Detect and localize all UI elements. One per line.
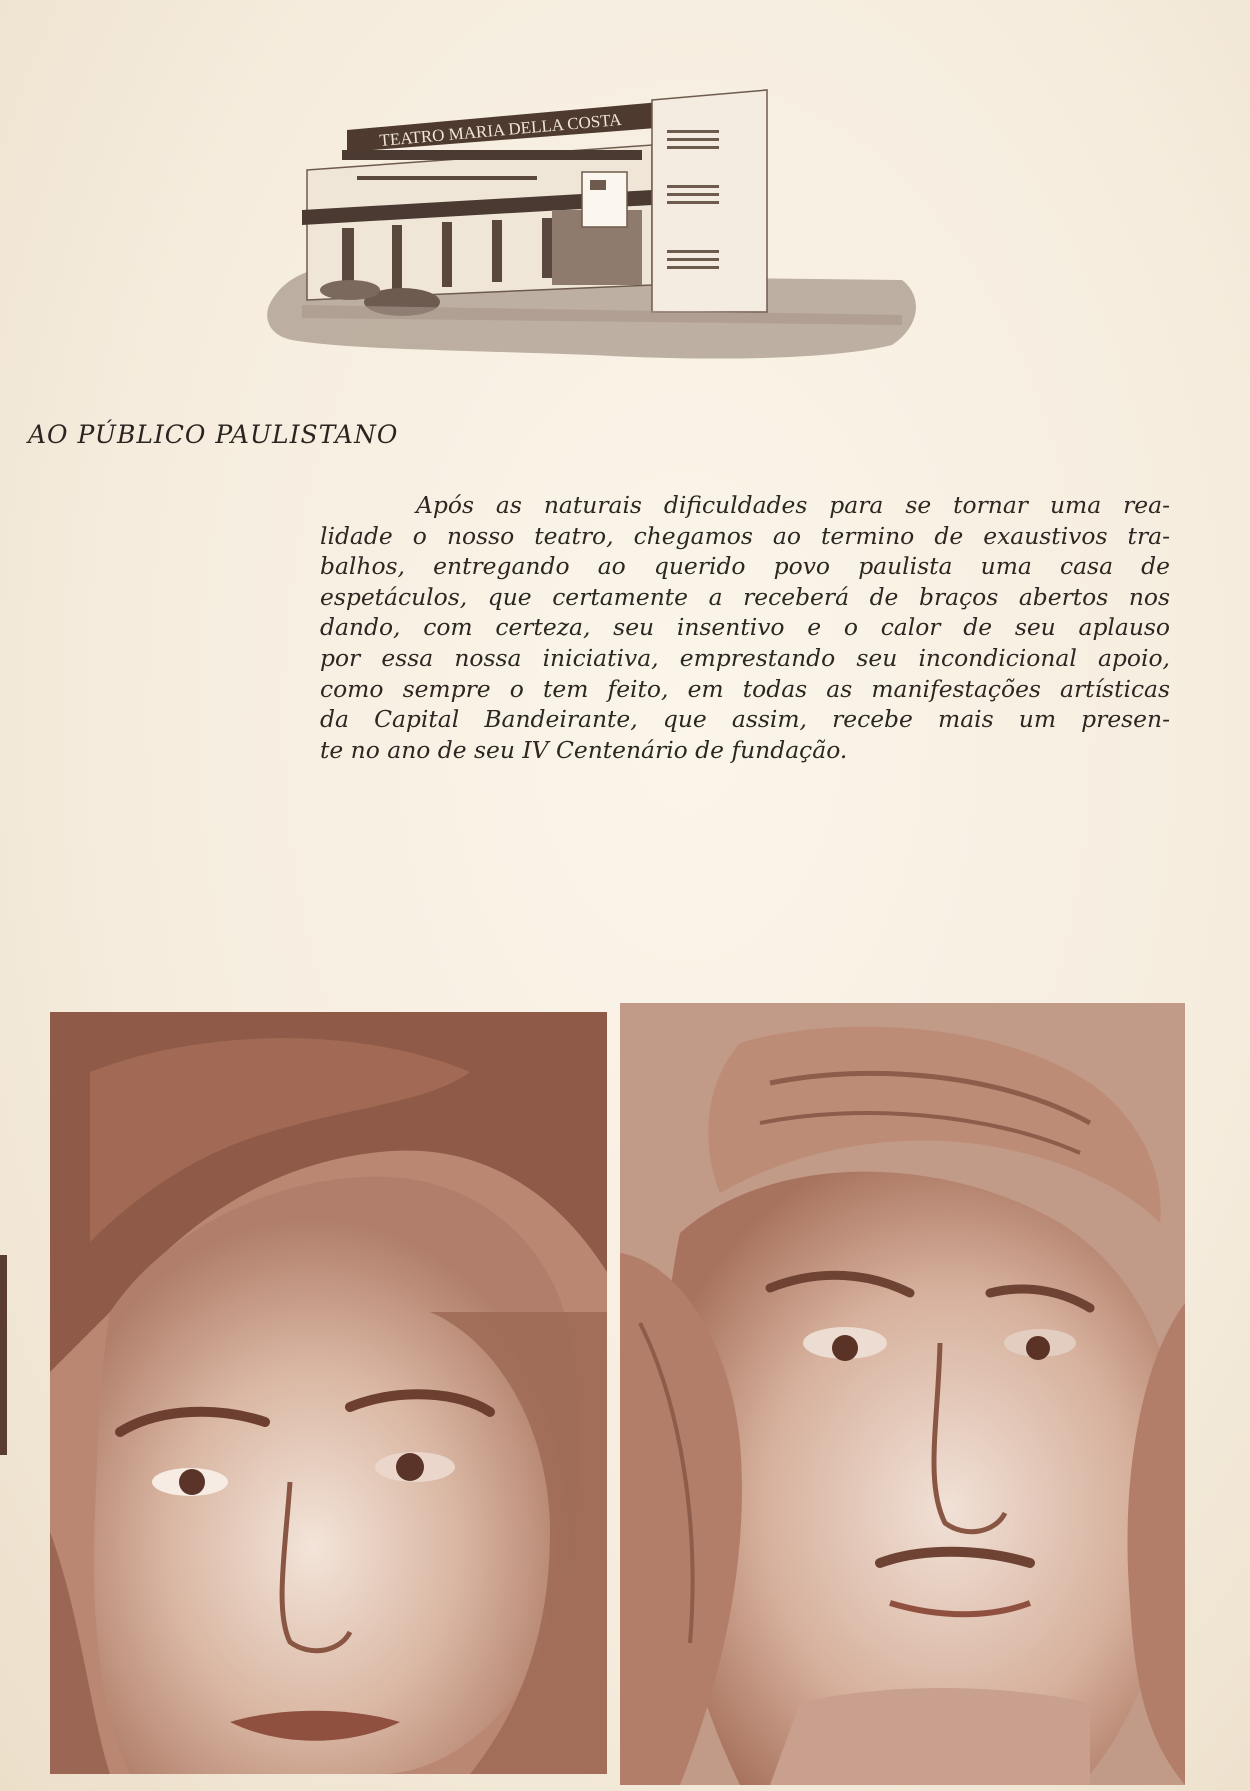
page-heading: AO PÚBLICO PAULISTANO [28,420,399,449]
paragraph-line: balhos, entregando ao querido povo paulista uma casa de [320,552,1170,581]
paragraph-line: te no ano de seu IV Centenário de fundação. [320,735,848,764]
binding-edge [0,1255,7,1455]
portrait-woman-photo [50,1012,607,1774]
portrait-man-photo [620,1003,1185,1785]
paragraph-line: da Capital Bandeirante, que assim, recebe mais um presen- [320,705,1170,734]
paragraph-line: como sempre o tem feito, em todas as manifestações artísticas [320,674,1170,703]
theatre-sign-text: TEATRO MARIA DELLA COSTA [378,109,623,150]
paragraph-line: dando, com certeza, seu insentivo e o calor de seu aplauso [320,613,1170,642]
paragraph-line: espetáculos, que certamente a receberá de braços abertos nos [320,582,1170,611]
paragraph-line: Após as naturais dificuldades para se tornar uma rea- [416,491,1170,519]
intro-paragraph [320,490,1170,765]
paragraph-line: lidade o nosso teatro, chegamos ao termino de exaustivos tra- [320,521,1170,550]
theatre-building-illustration [262,50,927,362]
paragraph-line: por essa nossa iniciativa, emprestando seu incondicional apoio, [320,643,1170,672]
